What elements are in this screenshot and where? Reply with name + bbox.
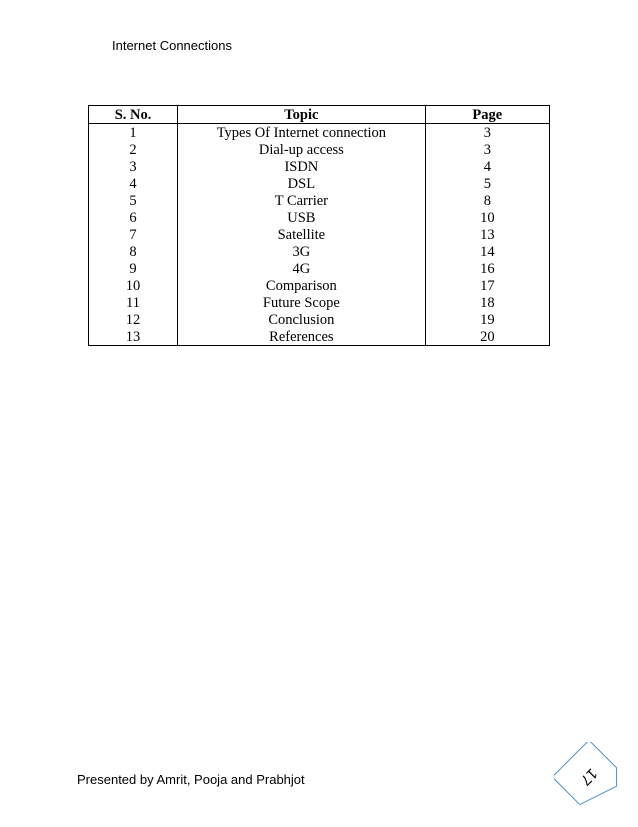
- cell-page: 17: [425, 277, 549, 294]
- footer-presenters: Presented by Amrit, Pooja and Prabhjot: [77, 772, 305, 787]
- cell-page: 10: [425, 209, 549, 226]
- page-number: 17: [577, 765, 601, 789]
- cell-page: 20: [425, 328, 549, 346]
- table-row: [89, 192, 550, 209]
- cell-topic: DSL: [178, 175, 426, 192]
- cell-topic: References: [178, 328, 426, 346]
- table-row: [89, 124, 550, 142]
- table-row: [89, 226, 550, 243]
- cell-page: 3: [425, 124, 549, 142]
- cell-page: 5: [425, 175, 549, 192]
- cell-sno: 1: [89, 124, 178, 142]
- cell-page: 8: [425, 192, 549, 209]
- table-row: [89, 209, 550, 226]
- table-row: [89, 141, 550, 158]
- column-header-topic: Topic: [178, 106, 426, 124]
- table-row: [89, 158, 550, 175]
- cell-sno: 5: [89, 192, 178, 209]
- table-of-contents: [88, 105, 550, 346]
- table-row: [89, 175, 550, 192]
- cell-page: 18: [425, 294, 549, 311]
- table-row: [89, 260, 550, 277]
- cell-page: 19: [425, 311, 549, 328]
- table-row: [89, 328, 550, 346]
- cell-sno: 8: [89, 243, 178, 260]
- cell-page: 3: [425, 141, 549, 158]
- cell-sno: 13: [89, 328, 178, 346]
- cell-topic: Conclusion: [178, 311, 426, 328]
- cell-sno: 11: [89, 294, 178, 311]
- cell-topic: Types Of Internet connection: [178, 124, 426, 142]
- cell-page: 4: [425, 158, 549, 175]
- column-header-page: Page: [425, 106, 549, 124]
- cell-topic: 3G: [178, 243, 426, 260]
- cell-topic: Future Scope: [178, 294, 426, 311]
- cell-sno: 4: [89, 175, 178, 192]
- cell-sno: 12: [89, 311, 178, 328]
- table-body: [89, 124, 550, 346]
- page-header-title: Internet Connections: [112, 38, 232, 53]
- cell-topic: 4G: [178, 260, 426, 277]
- cell-topic: ISDN: [178, 158, 426, 175]
- cell-page: 13: [425, 226, 549, 243]
- table-row: [89, 243, 550, 260]
- table-header-row: [89, 106, 550, 124]
- cell-sno: 2: [89, 141, 178, 158]
- cell-topic: Comparison: [178, 277, 426, 294]
- cell-topic: Satellite: [178, 226, 426, 243]
- cell-sno: 3: [89, 158, 178, 175]
- cell-topic: USB: [178, 209, 426, 226]
- table-row: [89, 277, 550, 294]
- cell-page: 16: [425, 260, 549, 277]
- column-header-sno: S. No.: [89, 106, 178, 124]
- cell-topic: T Carrier: [178, 192, 426, 209]
- page-number-tag: [554, 742, 624, 812]
- cell-topic: Dial-up access: [178, 141, 426, 158]
- cell-sno: 7: [89, 226, 178, 243]
- table-row: [89, 294, 550, 311]
- cell-page: 14: [425, 243, 549, 260]
- cell-sno: 6: [89, 209, 178, 226]
- table-row: [89, 311, 550, 328]
- cell-sno: 9: [89, 260, 178, 277]
- cell-sno: 10: [89, 277, 178, 294]
